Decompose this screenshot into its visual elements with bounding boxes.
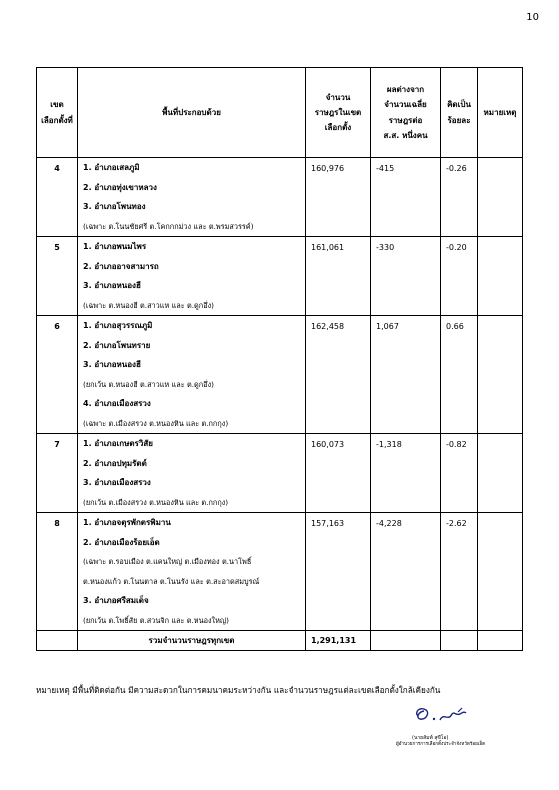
- difference-value: -4,228: [371, 513, 441, 631]
- tambon-note: (ยกเว้น ต.โพธิ์สัย ต.สวนจิก และ ต.หนองใหญ่): [83, 615, 229, 625]
- table-row: [37, 513, 523, 631]
- header-area: พื้นที่ประกอบด้วย: [78, 68, 306, 158]
- district-number: 5: [37, 237, 78, 316]
- signature-image: [406, 702, 496, 732]
- tambon-note: (เฉพาะ ต.โนนชัยศรี ต.โคกกกม่วง และ ต.พรมสวรรค์): [83, 221, 254, 231]
- difference-value: 1,067: [371, 316, 441, 434]
- signature-name: (นายสัมพ์ สุขีโอ): [412, 735, 449, 741]
- area-cell: [78, 316, 306, 434]
- tambon-note: ต.หนองแก้ว ต.โนนตาล ต.โนนรัง และ ต.สะอาดสมบูรณ์: [83, 576, 260, 586]
- population-value: 157,163: [306, 513, 371, 631]
- area-cell: [78, 434, 306, 513]
- amphoe-line: 2. อำเภอโพนทราย: [83, 340, 151, 350]
- table-row: [37, 316, 523, 434]
- amphoe-line: 2. อำเภออาจสามารถ: [83, 261, 159, 271]
- remark-value: [478, 316, 523, 434]
- percent-value: -0.26: [441, 158, 478, 237]
- amphoe-line: 2. อำเภอเมืองร้อยเอ็ด: [83, 537, 160, 547]
- amphoe-line: 3. อำเภอเมืองสรวง: [83, 478, 151, 487]
- total-value: 1,291,131: [306, 631, 371, 651]
- remark-value: [478, 434, 523, 513]
- tambon-note: (ยกเว้น ต.เมืองสรวง ต.หนองหิน และ ต.กกกุง): [83, 497, 229, 507]
- district-number: 6: [37, 316, 78, 434]
- header-remark: หมายเหตุ: [478, 68, 523, 158]
- population-value: 162,458: [306, 316, 371, 434]
- total-label: รวมจำนวนราษฎรทุกเขต: [78, 631, 306, 651]
- percent-value: -0.82: [441, 434, 478, 513]
- difference-value: -330: [371, 237, 441, 316]
- difference-value: -1,318: [371, 434, 441, 513]
- amphoe-line: 1. อำเภอเกษตรวิสัย: [83, 439, 153, 448]
- amphoe-line: 3. อำเภอศรีสมเด็จ: [83, 596, 149, 605]
- header-district: เขต เลือกตั้งที่: [37, 68, 78, 158]
- amphoe-line: 2. อำเภอทุ่งเขาหลวง: [83, 182, 157, 192]
- amphoe-line: 1. อำเภอพนมไพร: [83, 242, 147, 251]
- table-row: [37, 434, 523, 513]
- percent-value: -2.62: [441, 513, 478, 631]
- header-percent: คิดเป็น ร้อยละ: [441, 68, 478, 158]
- tambon-note: (เฉพาะ ต.รอบเมือง ต.แคนใหญ่ ต.เมืองทอง ต.นาโพธิ์: [83, 557, 252, 566]
- header-difference: ผลต่างจาก จำนวนเฉลี่ย ราษฎรต่อ ส.ส. หนึ่งคน: [371, 68, 441, 158]
- population-value: 161,061: [306, 237, 371, 316]
- district-number: 8: [37, 513, 78, 631]
- amphoe-line: 3. อำเภอโพนทอง: [83, 202, 146, 211]
- district-number: 7: [37, 434, 78, 513]
- remark-value: [478, 513, 523, 631]
- amphoe-line: 1. อำเภอเสลภูมิ: [83, 163, 140, 172]
- footnote: หมายเหตุ มีพื้นที่ติดต่อกัน มีความสะดวกในการคมนาคมระหว่างกัน และจำนวนราษฎรแต่ละเขตเลือกตั้งใกล้เคียงกัน: [36, 685, 441, 695]
- remark-value: [478, 237, 523, 316]
- district-number: 4: [37, 158, 78, 237]
- total-row: [37, 631, 523, 651]
- population-value: 160,073: [306, 434, 371, 513]
- district-table: [36, 67, 523, 651]
- amphoe-line: 3. อำเภอหนองฮี: [83, 281, 141, 290]
- table-row: [37, 237, 523, 316]
- table-row: [37, 158, 523, 237]
- page-number: 10: [526, 12, 539, 23]
- signature-position: ผู้อำนวยการการเลือกตั้งประจำจังหวัดร้อยเอ็ด: [396, 742, 486, 747]
- amphoe-line: 4. อำเภอเมืองสรวง: [83, 399, 151, 408]
- area-cell: [78, 237, 306, 316]
- percent-value: -0.20: [441, 237, 478, 316]
- percent-value: 0.66: [441, 316, 478, 434]
- amphoe-line: 1. อำเภอสุวรรณภูมิ: [83, 321, 153, 330]
- tambon-note: (ยกเว้น ต.หนองฮี ต.สาวแห และ ต.ดูกอึ่ง): [83, 379, 214, 389]
- population-value: 160,976: [306, 158, 371, 237]
- remark-value: [478, 158, 523, 237]
- area-cell: [78, 158, 306, 237]
- tambon-note: (เฉพาะ ต.เมืองสรวง ต.หนองหิน และ ต.กกกุง): [83, 418, 229, 428]
- area-cell: [78, 513, 306, 631]
- amphoe-line: 2. อำเภอปทุมรัตต์: [83, 458, 147, 468]
- table-header-row: [37, 68, 523, 158]
- difference-value: -415: [371, 158, 441, 237]
- amphoe-line: 3. อำเภอหนองฮี: [83, 360, 141, 369]
- header-population: จำนวน ราษฎรในเขต เลือกตั้ง: [306, 68, 371, 158]
- tambon-note: (เฉพาะ ต.หนองฮี ต.สาวแห และ ต.ดูกอึ่ง): [83, 300, 214, 310]
- amphoe-line: 1. อำเภอจตุรพักตรพิมาน: [83, 518, 171, 527]
